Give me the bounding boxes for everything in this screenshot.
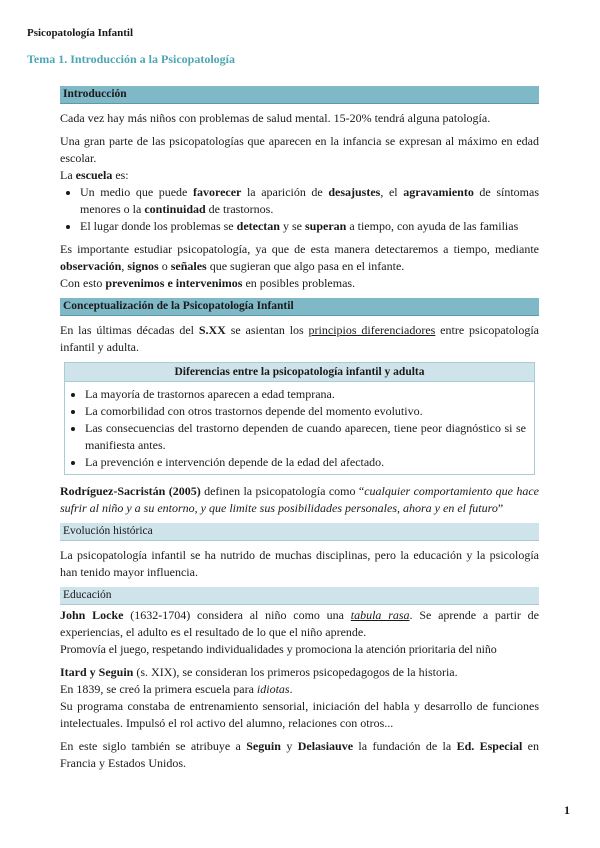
bullet-list: [60, 184, 539, 235]
paragraph: La psicopatología infantil se ha nutrido de muchas disciplinas, pero la educación y la psicología han tenido mayor influencia.: [60, 548, 539, 579]
differences-list: [65, 386, 526, 471]
paragraph: Es importante estudiar psicopatología, ya que de esta manera detectaremos a tiempo, mediante observación, signos o señales que sugieran que algo pasa en el infante.: [60, 242, 539, 273]
section-heading-evolucion: Evolución histórica: [60, 523, 539, 541]
list-item: • Las consecuencias del trastorno dependen de cuando aparecen, tiene peor diagnóstico si se manifiesta antes.: [85, 420, 526, 454]
list-item: • El lugar donde los problemas se detectan y se superan a tiempo, con ayuda de las familias: [80, 218, 539, 235]
section-heading-conceptualizacion: Conceptualización de la Psicopatología Infantil: [60, 298, 539, 316]
list-item: • La comorbilidad con otros trastornos depende del momento evolutivo.: [85, 403, 526, 420]
differences-box: [64, 362, 535, 475]
list-item: • La mayoría de trastornos aparecen a edad temprana.: [85, 386, 526, 403]
paragraph: En este siglo también se atribuye a Seguin y Delasiauve la fundación de la Ed. Especial en Francia y Estados Unidos.: [60, 739, 539, 770]
paragraph: La escuela es:: [60, 168, 129, 182]
list-item: • La prevención e intervención depende de la edad del afectado.: [85, 454, 526, 471]
paragraph: Su programa constaba de entrenamiento sensorial, iniciación del habla y desarrollo de funciones intelectuales. Impulsó el rol activo del alumno, relaciones con otros...: [60, 699, 539, 730]
section-heading-introduccion: Introducción: [60, 86, 539, 104]
paragraph: John Locke (1632-1704) considera al niño como una tabula rasa. Se aprende a partir de experiencias, el adulto es el resultado de lo que el niño aprende.: [60, 608, 539, 639]
differences-box-title: Diferencias entre la psicopatología infantil y adulta: [65, 363, 534, 382]
definition-quote: Rodríguez-Sacristán (2005) definen la psicopatología como “cualquier comportamiento que hace sufrir al niño y a su entorno, y que limite sus posibilidades personales, ahora y en el futuro”: [60, 484, 539, 515]
paragraph: Con esto prevenimos e intervenimos en posibles problemas.: [60, 276, 356, 290]
section-heading-educacion: Educación: [60, 587, 539, 605]
document-title: Psicopatología Infantil: [27, 27, 134, 39]
paragraph: Cada vez hay más niños con problemas de salud mental. 15-20% tendrá alguna patología.: [60, 111, 491, 125]
paragraph: En 1839, se creó la primera escuela para idiotas.: [60, 682, 293, 696]
paragraph: Itard y Seguin (s. XIX), se consideran los primeros psicopedagogos de la historia.: [60, 665, 458, 679]
list-item: • Un medio que puede favorecer la aparición de desajustes, el agravamiento de síntomas menores o la continuidad de trastornos.: [80, 184, 539, 218]
paragraph: Una gran parte de las psicopatologías que aparecen en la infancia se expresan al máximo en edad escolar.: [60, 134, 539, 165]
page-number: 1: [564, 803, 570, 817]
document-body: [60, 86, 539, 778]
paragraph: En las últimas décadas del S.XX se asientan los principios diferenciadores entre psicopatología infantil y adulta.: [60, 323, 539, 354]
paragraph: Promovía el juego, respetando individualidades y promociona la atención prioritaria del niño: [60, 642, 497, 656]
chapter-title: Tema 1. Introducción a la Psicopatología: [27, 52, 236, 66]
